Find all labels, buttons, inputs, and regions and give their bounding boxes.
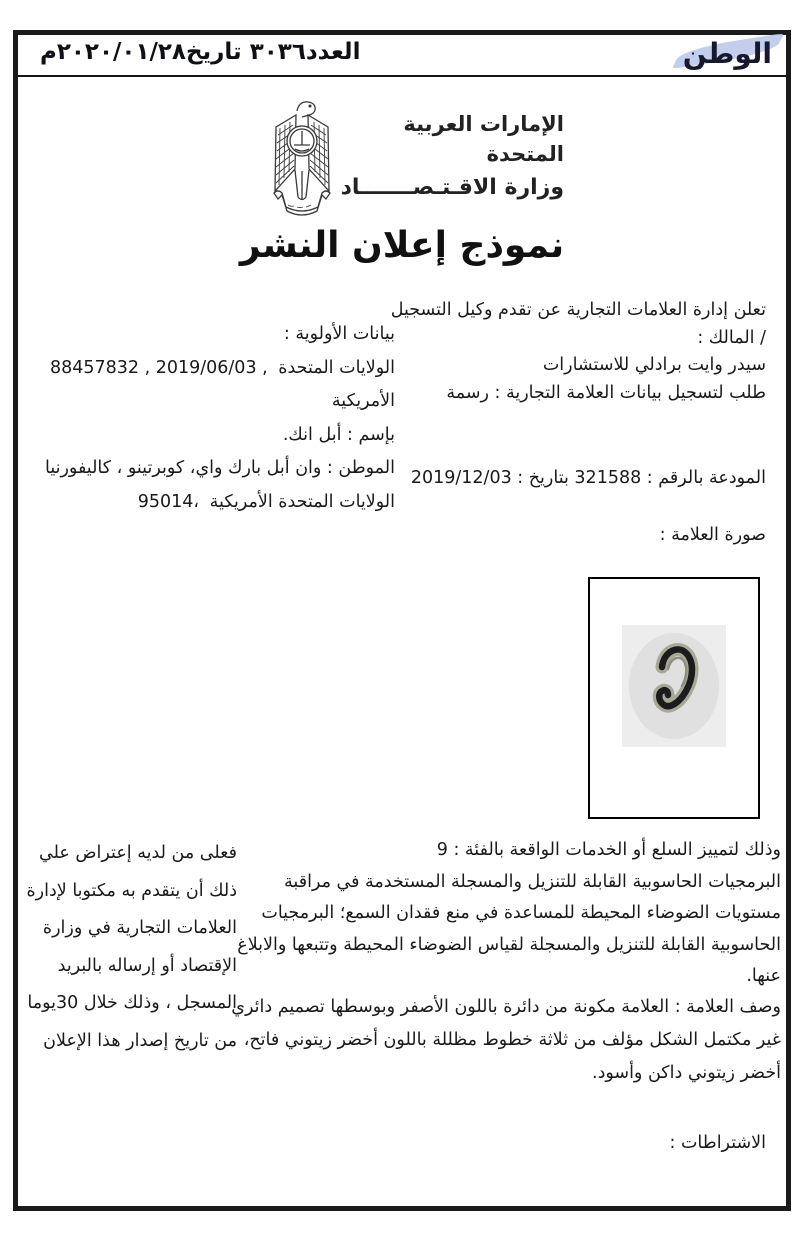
ministry-titles: [339, 109, 564, 207]
ministry-name: وزارة الاقـتـصـــــــاد: [340, 175, 564, 200]
agent-name: سيدر وايت برادلي للاستشارات: [542, 355, 766, 375]
document-frame: [13, 30, 791, 1211]
announcement-block: [384, 297, 766, 493]
class-line: وذلك لتمييز السلع أو الخدمات الواقعة بالفئة : 9: [436, 840, 781, 860]
priority-country-part2: الأمريكية: [331, 391, 395, 411]
address-zip: 95014،: [137, 491, 200, 512]
address-line2: [23, 486, 395, 520]
newspaper-header: [18, 35, 786, 77]
deposit-line: المودعة بالرقم : 321588 بتاريخ : 2019/12/03: [410, 468, 766, 488]
trademark-image-box: [588, 577, 760, 819]
ministry-header: [265, 95, 578, 227]
goods-description: البرمجيات الحاسوبية القابلة للتنزيل والمسجلة المستخدمة في مراقبة مستويات الضوضاء المحيطة للمساعدة في منع فقدان السمع؛ البرمجيات الحاسوبية القابلة للتنزيل والمسجلة لقياس الضوضاء المحيطة وتتبعها والابلاغ عنها.: [237, 871, 781, 986]
priority-block: [23, 318, 395, 519]
uae-falcon-emblem-icon: [265, 95, 339, 227]
mark-image-label: صورة العلامة :: [659, 525, 766, 545]
address-country: الولايات المتحدة الأمريكية: [209, 491, 395, 512]
trademark-image: [622, 625, 726, 747]
request-line: طلب لتسجيل بيانات العلامة التجارية : رسمة: [446, 382, 766, 403]
announcement-intro: تعلن إدارة العلامات التجارية عن تقدم وكيل التسجيل / المالك :: [390, 300, 766, 348]
page-title: نموذج إعلان النشر: [239, 225, 565, 266]
country-name: الإمارات العربية المتحدة: [403, 112, 564, 166]
priority-label: بيانات الأولوية :: [283, 324, 395, 344]
classification-paragraph: [225, 835, 781, 993]
priority-country-part1: الولايات المتحدة: [278, 357, 395, 378]
ear-icon: [622, 625, 726, 747]
address-line1: الموطن : وان أبل بارك واي، كوبرتينو ، كاليفورنيا: [44, 458, 395, 478]
alwatan-logo: [683, 35, 772, 73]
conditions-label: الاشتراطات :: [669, 1133, 766, 1153]
logo-text: الوطن: [682, 37, 772, 70]
issue-date-line: العدد٣٠٣٦ تاريخ٢٠٢٠/٠١/٢٨م: [40, 39, 361, 65]
owner-line: بإسم : أبل انك.: [282, 424, 395, 445]
priority-numbers: 88457832 , 2019/06/03 ,: [49, 357, 268, 378]
objection-notice: فعلى من لديه إعتراض علي ذلك أن يتقدم به مكتوبا لإدارة العلامات التجارية في وزارة الإقتصاد أو إرساله بالبريد المسجل ، وذلك خلال 30يوما من تاريخ إصدار هذا الإعلان: [26, 843, 237, 1051]
priority-data-line: [23, 352, 395, 386]
mark-description: وصف العلامة : العلامة مكونة من دائرة باللون الأصفر وبوسطها تصميم دائري غير مكتمل الشكل مؤلف من ثلاثة خطوط مظللة باللون أخضر زيتوني فاتح، أخضر زيتوني داكن وأسود.: [231, 997, 781, 1083]
